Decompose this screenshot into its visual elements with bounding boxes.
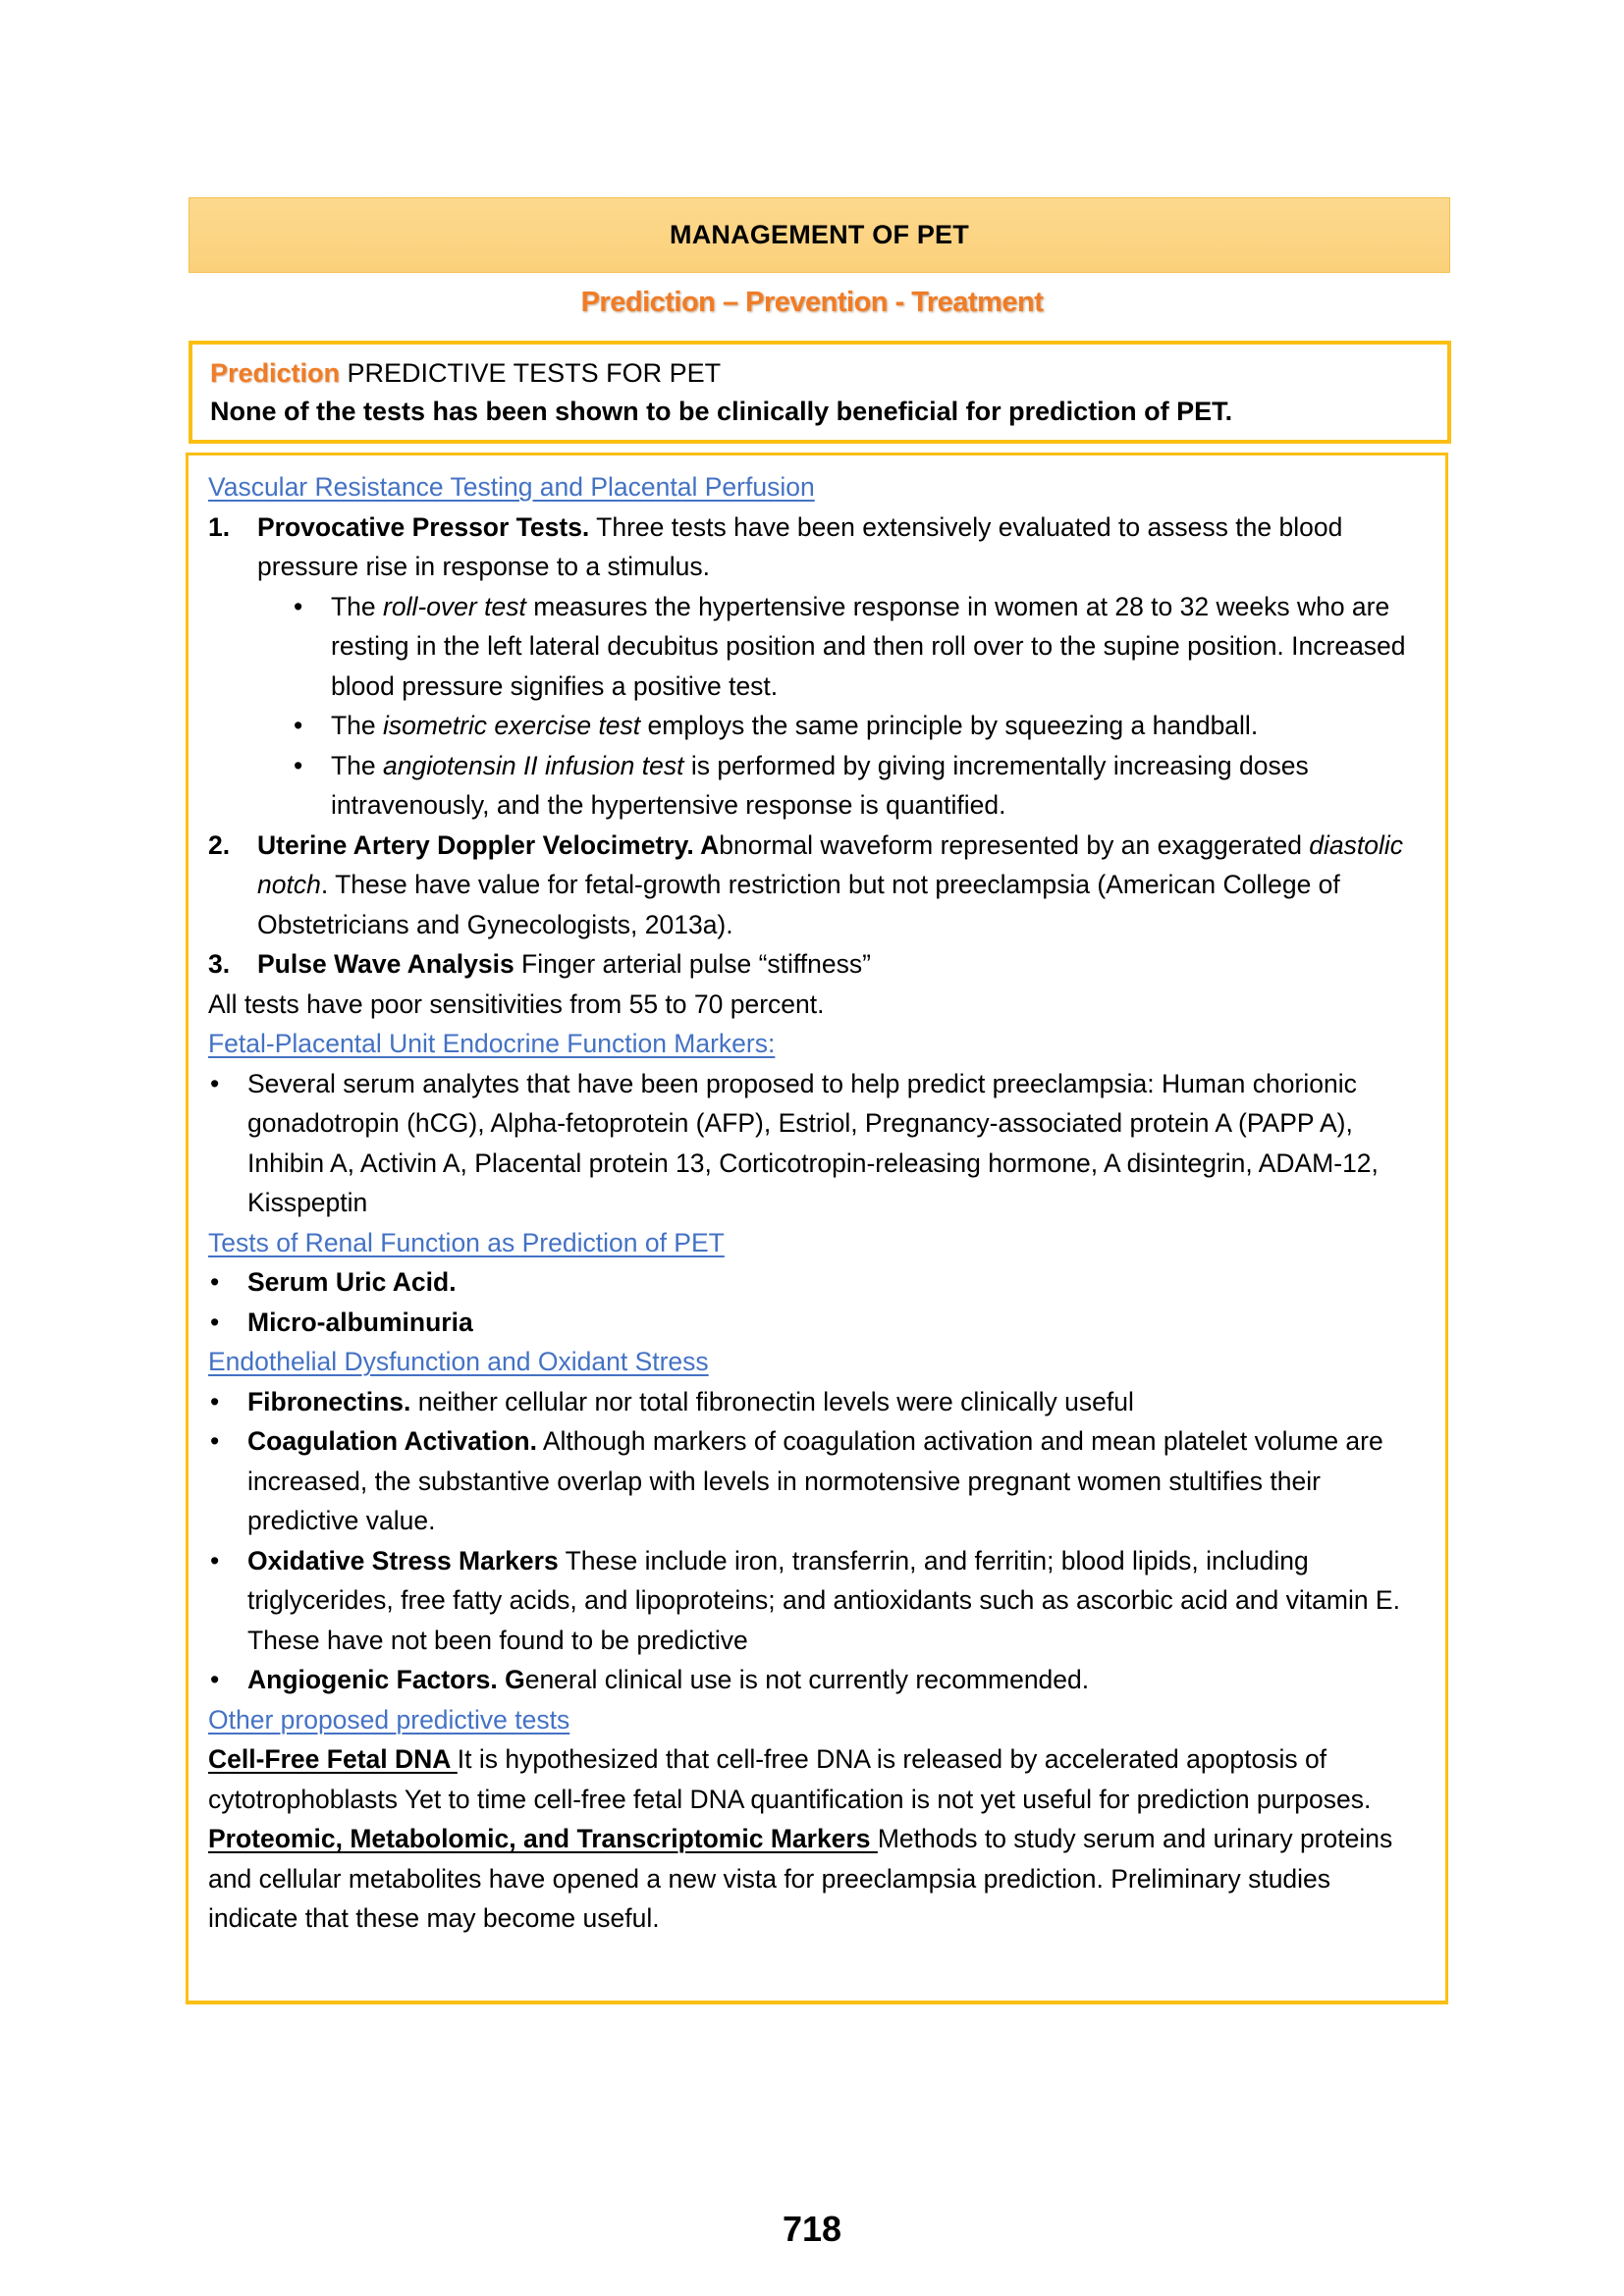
- bullet-text: Several serum analytes that have been proposed to help predict preeclampsia: Human chorionic gonadotropin (hCG), Alpha-fetoprotein (AFP), Estriol, Pregnancy-associated protein A (PAPP A), Inhibin A, Activin A, Placental protein 13, Corticotropin-releasing hormone, A disintegrin, ADAM-12, Kisspeptin: [247, 1068, 1379, 1217]
- paragraph-text: It is hypothesized that cell-free DNA is released by accelerated apoptosis of cytotrophoblasts Yet to time cell-free fetal DNA quantification is not yet useful for prediction purposes.: [208, 1744, 1372, 1814]
- item-number: 3.: [208, 949, 231, 979]
- bullet-oxidative-stress: [208, 1541, 1426, 1661]
- paragraph-text: Methods to study serum and urinary proteins and cellular metabolites have opened a new vista for preeclampsia prediction. Preliminary studies indicate that these may become useful.: [208, 1824, 1393, 1933]
- bullet-icon: •: [210, 1545, 220, 1575]
- section-heading-renal: Tests of Renal Function as Prediction of PET: [208, 1227, 725, 1257]
- bullet-microalbuminuria: [208, 1303, 1426, 1343]
- content-box: [186, 453, 1448, 2004]
- item-title: Pulse Wave Analysis: [257, 949, 514, 979]
- bullet-text: These include iron, transferrin, and ferritin; blood lipids, including triglycerides, free fatty acids, and lipoproteins; and antioxidants such as ascorbic acid and vitamin E. These have not been found to be predictive: [247, 1545, 1400, 1655]
- bullet-icon: •: [294, 591, 303, 621]
- bullet-icon: •: [294, 711, 303, 740]
- bullet-isometric: [208, 706, 1426, 746]
- prediction-statement: None of the tests has been shown to be clinically beneficial for prediction of PET.: [210, 397, 1233, 426]
- bullet-icon: •: [210, 1068, 220, 1098]
- bullet-fibronectins: [208, 1382, 1426, 1422]
- section-heading-other: Other proposed predictive tests: [208, 1704, 570, 1735]
- bullet-icon: •: [210, 1267, 220, 1297]
- bullet-emphasis: roll-over test: [383, 591, 526, 621]
- bullet-title: Angiogenic Factors. G: [247, 1665, 525, 1694]
- bullet-icon: •: [210, 1386, 220, 1416]
- section-heading-endothelial: Endothelial Dysfunction and Oxidant Stress: [208, 1347, 709, 1376]
- bullet-uric-acid: [208, 1262, 1426, 1303]
- item-text: Finger arterial pulse “stiffness”: [514, 949, 871, 979]
- bullet-angiogenic: [208, 1660, 1426, 1700]
- bullet-roll-over: [208, 587, 1426, 707]
- paragraph-title: Cell-Free Fetal DNA: [208, 1744, 458, 1774]
- bullet-title: Fibronectins.: [247, 1386, 411, 1416]
- item-title: Provocative Pressor Tests.: [257, 511, 590, 542]
- paragraph-omics-markers: [208, 1819, 1426, 1939]
- bullet-icon: •: [210, 1665, 220, 1694]
- bullet-coagulation: [208, 1421, 1426, 1541]
- bullet-text: employs the same principle by squeezing a handball.: [640, 711, 1259, 740]
- prediction-heading: PREDICTIVE TESTS FOR PET: [340, 358, 722, 388]
- bullet-text: is performed by giving incrementally increasing doses intravenously, and the hypertensive response is quantified.: [331, 750, 1309, 820]
- bullet-angiotensin: [208, 746, 1426, 826]
- paragraph-cell-free-dna: [208, 1739, 1426, 1819]
- numbered-item-3: [208, 944, 1426, 985]
- item-text: . These have value for fetal-growth restriction but not preeclampsia (American College of Obstetricians and Gynecologists, 2013a).: [257, 870, 1340, 939]
- prediction-summary-box: [189, 341, 1451, 444]
- paragraph-title: Proteomic, Metabolomic, and Transcriptomic Markers: [208, 1824, 878, 1853]
- bullet-title: Micro-albuminuria: [247, 1307, 473, 1337]
- page-title: MANAGEMENT OF PET: [670, 220, 969, 249]
- item-text: bnormal waveform represented by an exaggerated: [719, 829, 1310, 860]
- title-banner: [189, 197, 1450, 273]
- item-title: Uterine Artery Doppler Velocimetry. A: [257, 829, 720, 860]
- item-number: 1.: [208, 511, 231, 542]
- prediction-label: Prediction: [210, 358, 341, 388]
- bullet-serum-analytes: [208, 1064, 1426, 1223]
- bullet-text: The: [331, 591, 384, 621]
- subtitle: Prediction – Prevention - Treatment: [580, 287, 1044, 318]
- numbered-item-1: [208, 507, 1426, 587]
- bullet-icon: •: [294, 750, 303, 780]
- bullet-text: eneral clinical use is not currently recommended.: [524, 1665, 1090, 1694]
- bullet-emphasis: isometric exercise test: [383, 711, 641, 740]
- item-emphasis: diastolic notch: [257, 829, 1404, 899]
- bullet-text: Although markers of coagulation activation and mean platelet volume are increased, the substantive overlap with levels in normotensive pregnant women stultifies their predictive value.: [247, 1426, 1383, 1535]
- bullet-title: Oxidative Stress Markers: [247, 1545, 559, 1575]
- bullet-text: measures the hypertensive response in women at 28 to 32 weeks who are resting in the left lateral decubitus position and then roll over to the supine position. Increased blood pressure signifies a positive test.: [331, 591, 1406, 701]
- bullet-text: The: [331, 711, 384, 740]
- prediction-heading-line: [210, 354, 1430, 392]
- bullet-text: neither cellular nor total fibronectin levels were clinically useful: [410, 1386, 1134, 1416]
- page-number: 718: [782, 2209, 842, 2249]
- sensitivity-summary: All tests have poor sensitivities from 55 to 70 percent.: [208, 988, 825, 1019]
- bullet-icon: •: [210, 1307, 220, 1337]
- item-number: 2.: [208, 829, 231, 860]
- bullet-text: The: [331, 750, 384, 780]
- numbered-item-2: [208, 826, 1426, 945]
- bullet-title: Serum Uric Acid.: [247, 1267, 457, 1297]
- bullet-title: Coagulation Activation.: [247, 1426, 537, 1456]
- item-text: Three tests have been extensively evaluated to assess the blood pressure rise in response to a stimulus.: [257, 511, 1343, 581]
- bullet-emphasis: angiotensin II infusion test: [383, 750, 684, 780]
- bullet-icon: •: [210, 1426, 220, 1456]
- section-heading-vascular: Vascular Resistance Testing and Placental Perfusion: [208, 472, 815, 502]
- section-heading-endocrine: Fetal-Placental Unit Endocrine Function Markers:: [208, 1029, 776, 1058]
